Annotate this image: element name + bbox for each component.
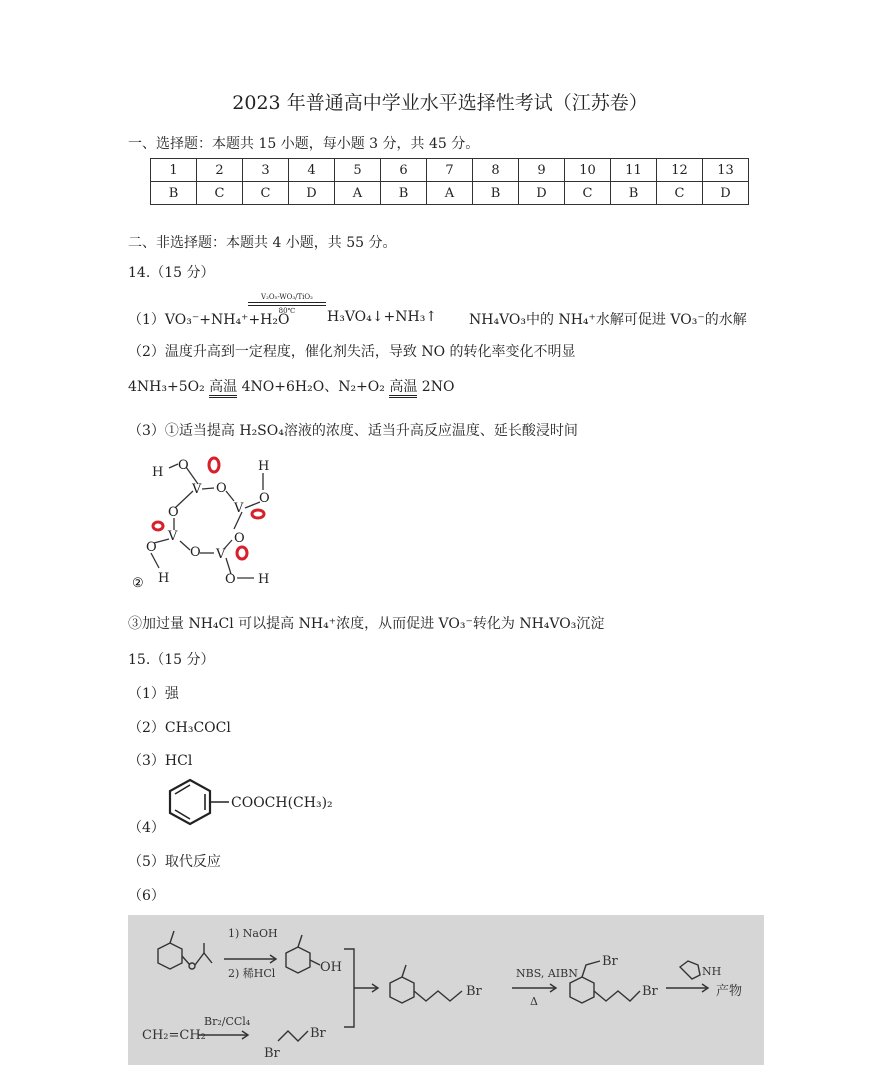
synthesis-route-sketch <box>128 915 764 1065</box>
question-number-cell: 10 <box>565 159 611 182</box>
answer-cell: A <box>335 182 381 205</box>
q15-p6: （6） <box>128 888 165 904</box>
question-number-cell: 4 <box>289 159 335 182</box>
atom-o: O <box>190 545 201 560</box>
eq-1-products: 4NO+6H₂O、N₂+O₂ <box>241 379 385 395</box>
question-number-cell: 13 <box>703 159 749 182</box>
atom-h: H <box>258 572 270 587</box>
eq-1-reactants: 4NH₃+5O₂ <box>128 379 205 395</box>
structure-atoms <box>146 458 270 587</box>
step1-reagent-1: 1) NaOH <box>228 927 278 940</box>
answer-cell: C <box>657 182 703 205</box>
answer-cell: A <box>427 182 473 205</box>
atom-v: V <box>216 547 226 562</box>
heat-symbol: Δ <box>530 995 538 1008</box>
atom-o: O <box>225 572 236 587</box>
condition-catalyst: V₂O₅-WO₃/TiO₂ <box>261 293 313 301</box>
q14-p1-note: NH₄VO₃中的 NH₄⁺水解可促进 VO₃⁻的水解 <box>469 312 747 328</box>
atom-o: O <box>234 531 245 546</box>
atom-o: O <box>168 505 179 520</box>
equilibrium-arrow <box>248 302 326 306</box>
dibromide-br-2: Br <box>310 1026 326 1041</box>
atom-v: V <box>234 501 244 516</box>
question-number-cell: 12 <box>657 159 703 182</box>
q14-p2: （2）温度升高到一定程度，催化剂失活，导致 NO 的转化率变化不明显 <box>128 344 576 360</box>
ethylene-label: CH₂=CH₂ <box>142 1028 206 1043</box>
q14-p2-equations <box>128 376 454 398</box>
eq-2-products: 2NO <box>421 379 455 395</box>
structure-bonds <box>151 464 263 578</box>
answer-table <box>150 158 749 205</box>
q14-p1-right: H₃VO₄↓+NH₃↑ <box>327 309 438 325</box>
vanadate-ring-structure <box>128 450 298 590</box>
atom-o: O <box>146 540 157 555</box>
question-number-cell: 6 <box>381 159 427 182</box>
answer-cell: D <box>289 182 335 205</box>
dibromide-br-1: Br <box>264 1046 280 1061</box>
atom-h: H <box>158 571 170 586</box>
answer-table-answer-row <box>151 182 749 205</box>
answer-cell: C <box>565 182 611 205</box>
question-number-cell: 8 <box>473 159 519 182</box>
atom-h: H <box>258 459 270 474</box>
alkyl-br-label: Br <box>642 984 658 999</box>
ether-br-label: Br <box>466 984 482 999</box>
atom-o: O <box>178 458 189 473</box>
q15-p4-label: （4） <box>128 820 165 836</box>
answer-cell: B <box>473 182 519 205</box>
q14-header: 14.（15 分） <box>128 265 215 281</box>
answer-cell: B <box>151 182 197 205</box>
atom-v: V <box>168 529 178 544</box>
atom-o: O <box>259 491 270 506</box>
page-title: 2023 年普通高中学业水平选择性考试（江苏卷） <box>232 92 648 114</box>
q14-p3-3: ③加过量 NH₄Cl 可以提高 NH₄⁺浓度，从而促进 VO₃⁻转化为 NH₄VO₃沉淀 <box>128 616 605 632</box>
amine-label: NH <box>702 965 722 978</box>
q15-p3: （3）HCl <box>128 753 193 769</box>
question-number-cell: 3 <box>243 159 289 182</box>
nbs-reagent: NBS, AIBN <box>516 967 578 980</box>
condition-temperature: 80℃ <box>278 307 296 315</box>
step1-reagent-2: 2) 稀HCl <box>228 967 276 980</box>
q15-header: 15.（15 分） <box>128 652 215 668</box>
product-label: 产物 <box>716 984 743 999</box>
handwritten-synthesis-photo <box>128 915 764 1065</box>
question-number-cell: 9 <box>519 159 565 182</box>
atom-h: H <box>152 465 164 480</box>
answer-cell: C <box>197 182 243 205</box>
phenol-oh-label: OH <box>320 960 342 975</box>
question-number-cell: 1 <box>151 159 197 182</box>
q15-p1: （1）强 <box>128 686 179 702</box>
answer-table-number-row <box>151 159 749 182</box>
question-number-cell: 11 <box>611 159 657 182</box>
ester-substituent: COOCH(CH₃)₂ <box>231 795 333 811</box>
answer-cell: D <box>519 182 565 205</box>
section-2-heading: 二、非选择题：本题共 4 小题，共 55 分。 <box>128 235 397 251</box>
atom-o: O <box>216 481 227 496</box>
answer-cell: D <box>703 182 749 205</box>
q14-p3: （3）①适当提高 H₂SO₄溶液的浓度、适当升高反应温度、延长酸浸时间 <box>128 423 578 439</box>
answer-cell: C <box>243 182 289 205</box>
benzyl-br-label: Br <box>602 954 618 969</box>
question-number-cell: 7 <box>427 159 473 182</box>
bromination-reagent: Br₂/CCl₄ <box>204 1015 251 1028</box>
q15-p5: （5）取代反应 <box>128 854 221 870</box>
isopropyl-benzoate-structure <box>165 776 345 832</box>
eq-1-condition: 高温 <box>209 379 237 398</box>
q14-p1-left: （1）VO₃⁻+NH₄⁺+H₂O <box>128 312 290 328</box>
question-number-cell: 2 <box>197 159 243 182</box>
question-number-cell: 5 <box>335 159 381 182</box>
q14-p3-2-label: ② <box>132 576 144 590</box>
answer-cell: B <box>381 182 427 205</box>
section-1-heading: 一、选择题：本题共 15 小题，每小题 3 分，共 45 分。 <box>128 136 480 152</box>
answer-cell: B <box>611 182 657 205</box>
eq-2-condition: 高温 <box>389 379 417 398</box>
q15-p2: （2）CH₃COCl <box>128 720 231 736</box>
atom-v: V <box>192 482 202 497</box>
